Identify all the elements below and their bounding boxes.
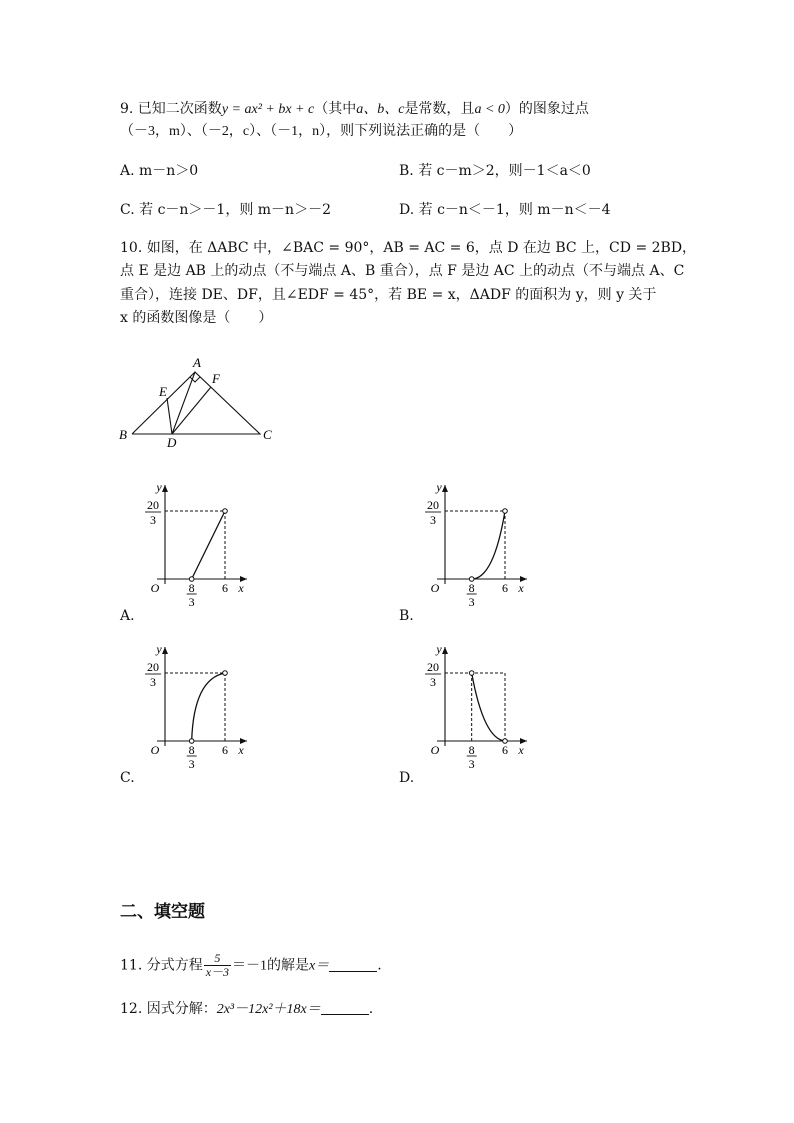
graph-option-b[interactable]	[415, 469, 565, 619]
q10-line-2: 点 E 是边 AB 上的动点（不与端点 A、B 重合），点 F 是边 AC 上的动点（不与端点 A、C	[120, 263, 685, 279]
q9-question: ，则下列说法正确的是（ ）	[326, 123, 523, 139]
q12-period: .	[368, 1001, 374, 1017]
label-a: A	[193, 355, 201, 370]
y-axis-arrow	[162, 485, 168, 492]
q11-period: .	[377, 957, 382, 974]
x-tick-denominator: 3	[188, 757, 195, 771]
y-tick-denominator: 3	[430, 675, 436, 689]
y-tick-numerator: 20	[147, 660, 159, 674]
q9-option-c[interactable]: C. 若 c－n＞－1，则 m－n＞－2	[120, 202, 331, 218]
q9-paren-open: （其中	[314, 101, 357, 117]
q10-line-1: 10. 如图，在 ΔABC 中，∠BAC = 90°，AB = AC = 6，点 D 在边 BC 上，CD = 2BD，	[120, 240, 697, 256]
y-tick-numerator: 20	[147, 498, 159, 512]
q9-constants: a、b、c	[356, 102, 405, 117]
label-d: D	[167, 435, 177, 450]
function-curve	[192, 673, 225, 741]
graph-option-a[interactable]	[135, 469, 285, 619]
function-curve	[192, 511, 225, 579]
q11-variable: x＝	[309, 958, 330, 974]
segment-de	[167, 398, 172, 434]
graph-option-label-d[interactable]: D.	[399, 770, 415, 786]
label-f: F	[212, 371, 220, 386]
q12-answer-blank[interactable]	[321, 1000, 369, 1015]
label-b: B	[119, 427, 127, 442]
y-axis-arrow	[442, 485, 448, 492]
q11-answer-blank[interactable]	[329, 957, 377, 972]
x-tick-numerator: 8	[468, 581, 475, 595]
q11-numerator: 5	[204, 952, 231, 966]
origin-label: O	[430, 581, 440, 595]
q9-intro: 9. 已知二次函数	[120, 101, 222, 117]
graph-option-label-b[interactable]: B.	[399, 608, 414, 624]
q10-line-3: 重合），连接 DE、DF，且∠EDF = 45°，若 BE = x，ΔADF 的面积为 y，则 y 关于	[120, 287, 657, 303]
q11-fraction	[204, 952, 231, 979]
x-axis-label: x	[238, 743, 244, 757]
q11-denominator: x－3	[205, 965, 230, 979]
q11	[120, 952, 382, 979]
y-tick-denominator: 3	[150, 513, 156, 527]
origin-label: O	[150, 581, 160, 595]
y-axis-label: y	[156, 642, 162, 656]
graph-option-label-c[interactable]: C.	[120, 770, 135, 786]
x-axis-label: x	[518, 743, 524, 757]
label-e: E	[159, 384, 167, 399]
label-c: C	[263, 427, 272, 442]
y-axis-label: y	[436, 480, 442, 494]
y-axis-arrow	[162, 647, 168, 654]
y-tick-numerator: 20	[427, 660, 439, 674]
q12-expression: 2x³－12x²＋18x＝	[216, 1002, 321, 1017]
q12-intro: 12. 因式分解：	[120, 1001, 217, 1017]
q9-option-d[interactable]: D. 若 c－n＜－1，则 m－n＜－4	[399, 202, 611, 218]
function-curve	[472, 673, 505, 741]
q11-solution-text: 的解是	[267, 957, 310, 974]
x-tick-numerator: 8	[468, 743, 475, 757]
function-curve	[472, 511, 505, 579]
q11-intro: 11. 分式方程	[120, 957, 203, 974]
open-endpoint-end	[223, 671, 228, 676]
q9-condition: a < 0	[474, 102, 505, 117]
x-tick-denominator: 3	[468, 595, 475, 609]
y-axis-label: y	[156, 480, 162, 494]
graph-option-c[interactable]	[135, 631, 285, 781]
x-tick-six: 6	[222, 743, 228, 757]
q9-passes-through: ）的图象过点	[504, 101, 589, 117]
q9-line-2	[120, 121, 522, 142]
x-tick-six: 6	[222, 581, 228, 595]
origin-label: O	[430, 743, 440, 757]
open-endpoint-end	[503, 509, 508, 514]
q9-option-a[interactable]: A. m－n＞0	[120, 163, 199, 179]
x-axis-label: x	[238, 581, 244, 595]
y-tick-denominator: 3	[150, 675, 156, 689]
y-tick-denominator: 3	[430, 513, 436, 527]
x-tick-denominator: 3	[468, 757, 475, 771]
q9-points: （－3，m）、（－2，c）、（－1，n）	[120, 124, 327, 139]
y-axis-label: y	[436, 642, 442, 656]
q9-is-constant: 是常数，且	[404, 101, 475, 117]
q12	[120, 999, 373, 1020]
q9-line-1	[120, 99, 589, 120]
x-tick-numerator: 8	[188, 743, 195, 757]
x-tick-six: 6	[502, 743, 508, 757]
graph-option-d[interactable]	[415, 631, 565, 781]
graph-option-label-a[interactable]: A.	[120, 608, 135, 624]
y-tick-numerator: 20	[427, 498, 439, 512]
section-heading: 二、填空题	[120, 902, 205, 922]
x-tick-denominator: 3	[188, 595, 195, 609]
open-endpoint-start	[469, 671, 474, 676]
q9-function: y = ax² + bx + c	[221, 102, 315, 117]
triangle-figure	[110, 350, 290, 450]
y-axis-arrow	[442, 647, 448, 654]
segment-ad	[172, 372, 195, 434]
q11-rhs: ＝－1	[232, 958, 268, 974]
segment-df	[172, 387, 211, 434]
q10-line-4: x 的函数图像是（ ）	[120, 310, 273, 326]
open-endpoint-end	[223, 509, 228, 514]
origin-label: O	[150, 743, 160, 757]
q9-option-b[interactable]: B. 若 c－m＞2，则－1＜a＜0	[399, 163, 591, 179]
x-axis-label: x	[518, 581, 524, 595]
x-tick-numerator: 8	[188, 581, 195, 595]
x-tick-six: 6	[502, 581, 508, 595]
